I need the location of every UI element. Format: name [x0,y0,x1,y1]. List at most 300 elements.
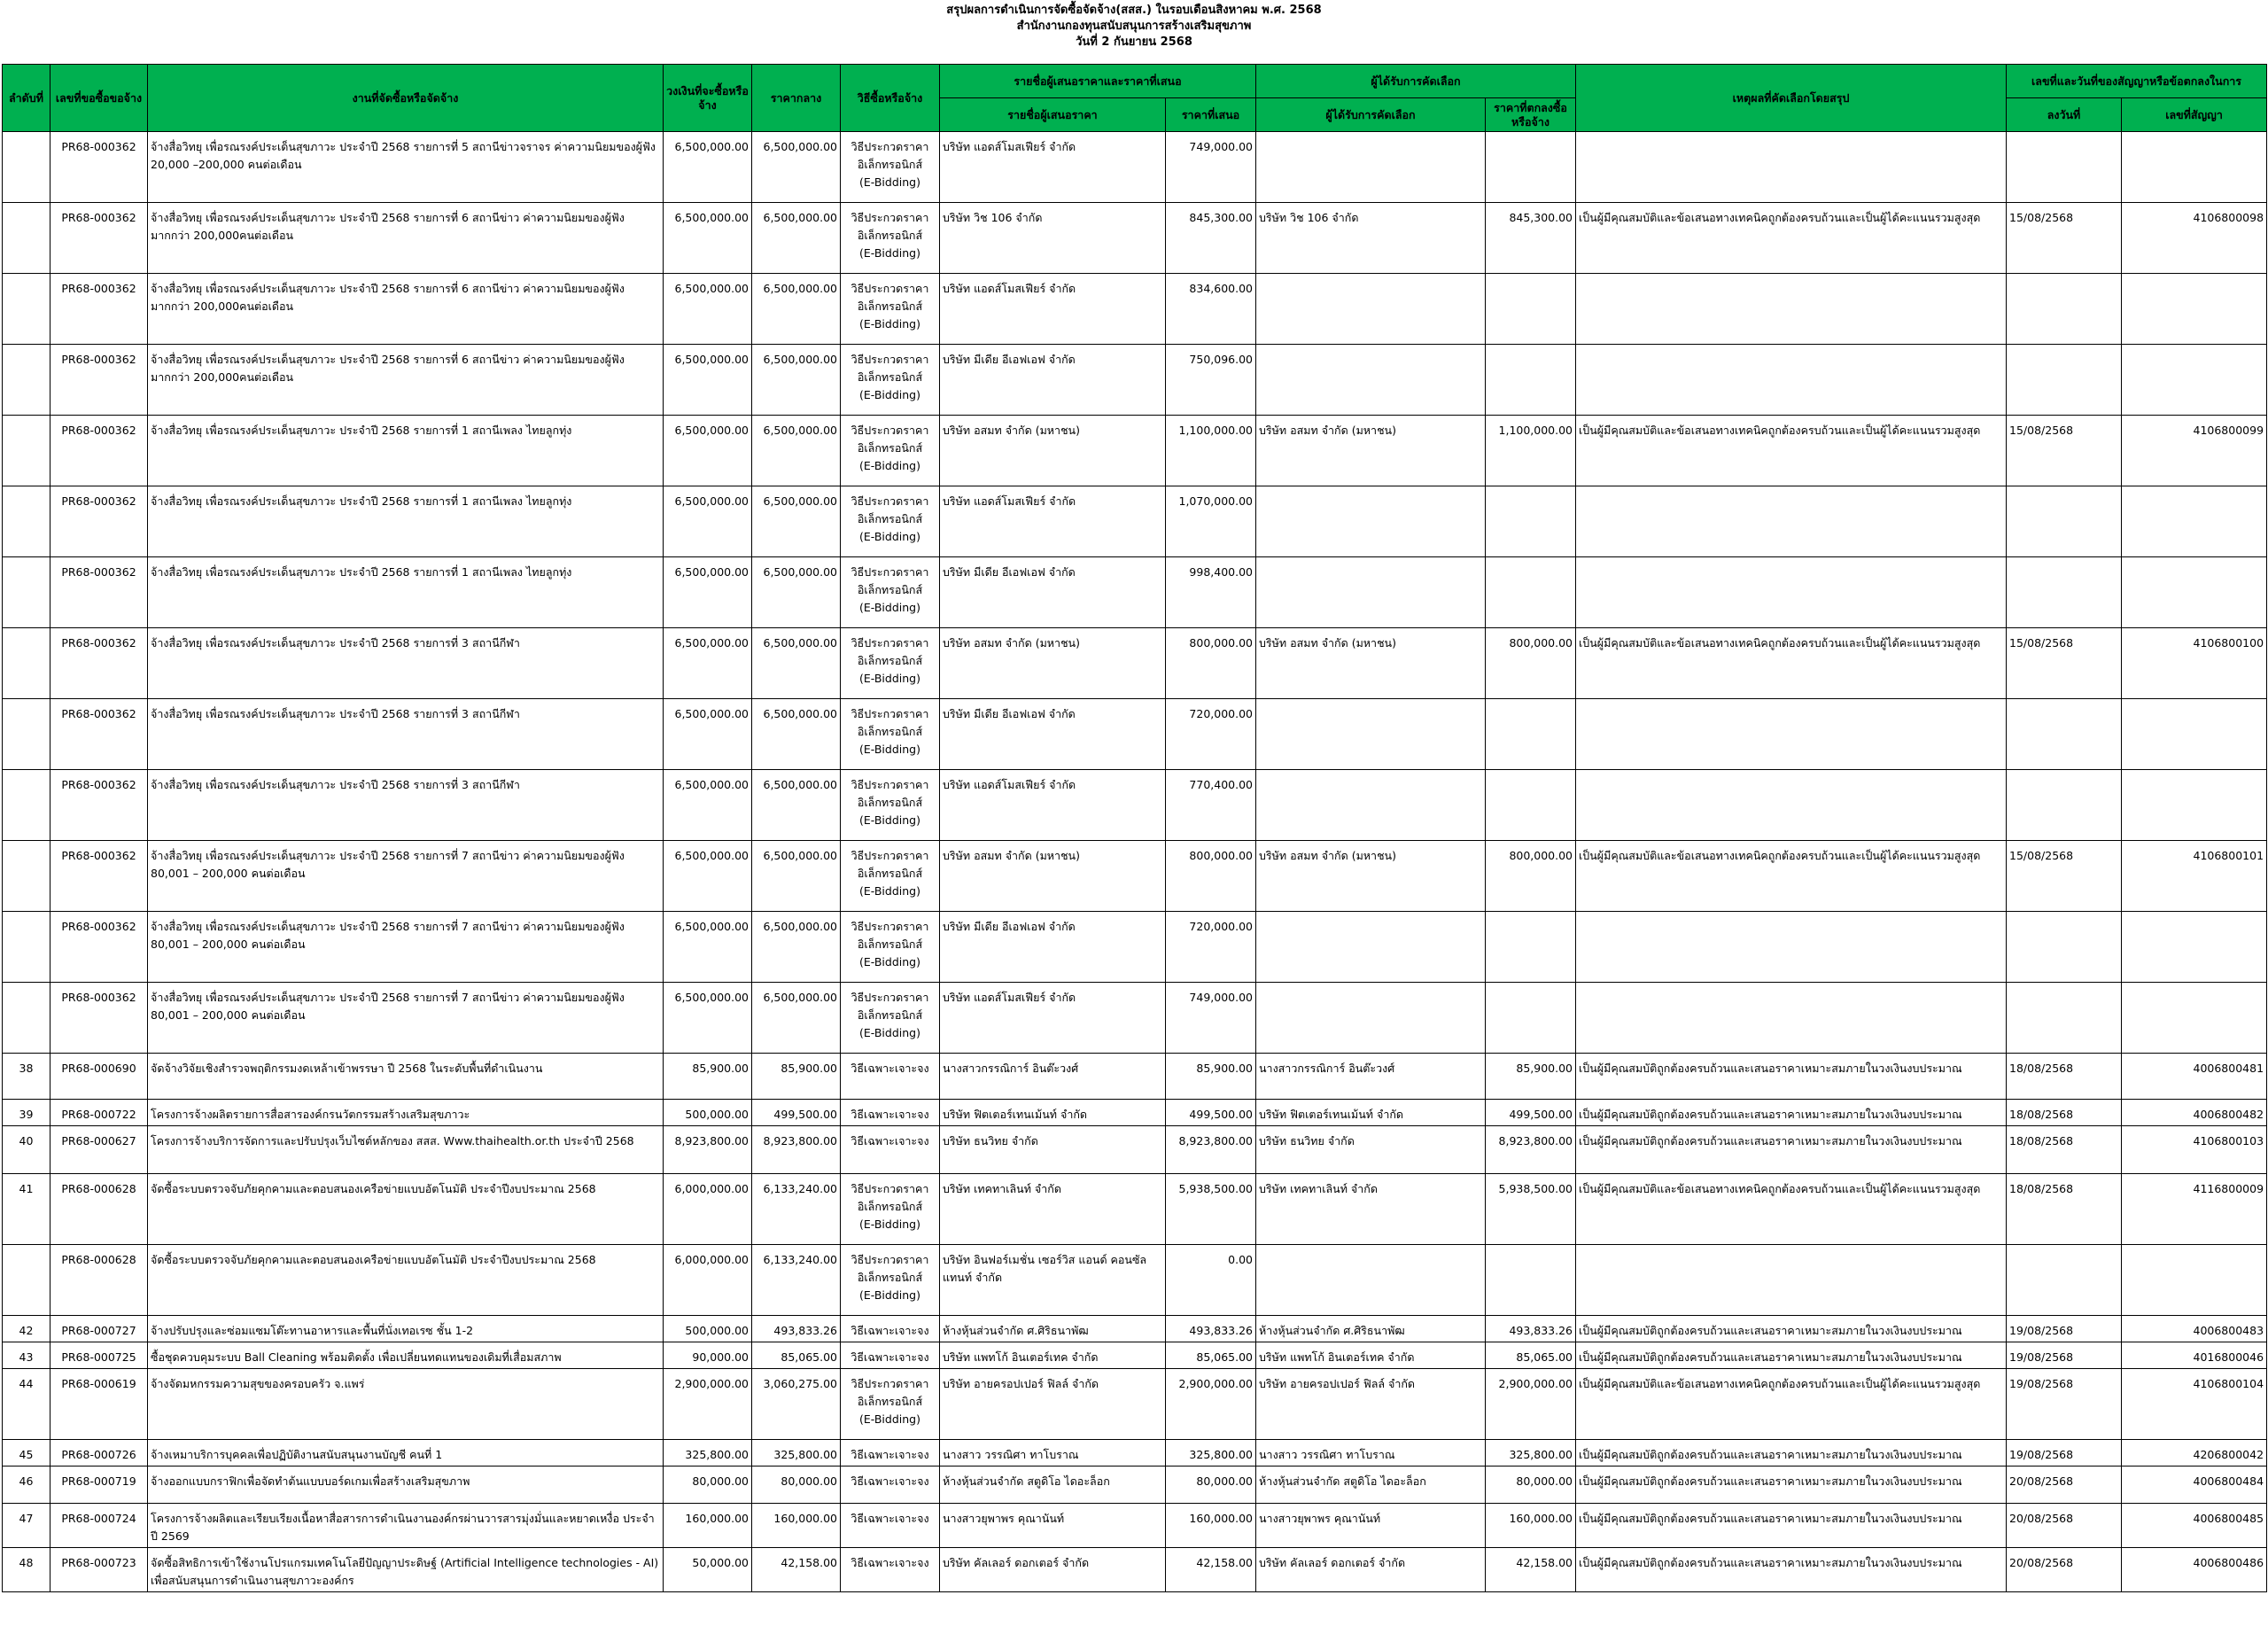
cell-reason [1576,274,2007,345]
cell-date: 15/08/2568 [2007,416,2122,486]
method-line: วิธีประกวดราคา [850,140,929,153]
method-line: วิธีประกวดราคา [850,1253,929,1266]
method-line: อิเล็กทรอนิกส์ [857,1271,923,1284]
col-group-contract: เลขที่และวันที่ของสัญญาหรือข้อตกลงในการ [2007,65,2267,98]
method-line: วิธีเฉพาะเจาะจง [850,1448,929,1461]
table-row [3,345,2267,416]
cell-winner [1256,770,1486,841]
cell-budget: 6,500,000.00 [664,841,752,912]
cell-method [841,274,940,345]
cell-item: จ้างจัดมหกรรมความสุขของครอบครัว จ.แพร่ [148,1369,664,1440]
cell-bidder: บริษัท อินฟอร์เมชั่น เซอร์วิส แอนด์ คอนซัลแทนท์ จำกัด [940,1245,1166,1316]
cell-budget: 500,000.00 [664,1100,752,1126]
cell-median: 6,133,240.00 [752,1245,841,1316]
cell-method [841,1126,940,1174]
cell-median: 85,065.00 [752,1342,841,1369]
table-row [3,1369,2267,1440]
method-line: อิเล็กทรอนิกส์ [857,1200,923,1213]
cell-date [2007,912,2122,983]
cell-bid: 42,158.00 [1166,1548,1256,1592]
col-header-bidder-name: รายชื่อผู้เสนอราคา [940,98,1166,132]
cell-item: จ้างสื่อวิทยุ เพื่อรณรงค์ประเด็นสุขภาวะ ประจำปี 2568 รายการที่ 5 สถานีข่าวจราจร ค่าความนิยมของผู้ฟัง 20,000 –200,000 คนต่อเดือน [148,132,664,203]
cell-pr: PR68-000719 [50,1467,148,1504]
cell-date [2007,1245,2122,1316]
cell-item: จ้างสื่อวิทยุ เพื่อรณรงค์ประเด็นสุขภาวะ ประจำปี 2568 รายการที่ 3 สถานีกีฬา [148,628,664,699]
cell-contract [2122,1245,2267,1316]
table-row [3,1548,2267,1592]
cell-agreed: 1,100,000.00 [1486,416,1576,486]
cell-winner [1256,912,1486,983]
method-line: วิธีเฉพาะเจาะจง [850,1556,929,1569]
method-line: (E-Bidding) [859,246,920,260]
table-row [3,1174,2267,1245]
cell-median: 493,833.26 [752,1316,841,1342]
cell-item: จ้างสื่อวิทยุ เพื่อรณรงค์ประเด็นสุขภาวะ ประจำปี 2568 รายการที่ 3 สถานีกีฬา [148,770,664,841]
method-line: อิเล็กทรอนิกส์ [857,654,923,667]
cell-reason: เป็นผู้มีคุณสมบัติถูกต้องครบถ้วนและเสนอราคาเหมาะสมภายในวงเงินงบประมาณ [1576,1126,2007,1174]
cell-item: จ้างปรับปรุงและซ่อมแซมโต๊ะทานอาหารและพื้นที่นั่งเทอเรซ ชั้น 1-2 [148,1316,664,1342]
cell-pr: PR68-000362 [50,132,148,203]
cell-median: 6,500,000.00 [752,274,841,345]
cell-winner [1256,345,1486,416]
cell-pr: PR68-000362 [50,912,148,983]
cell-contract [2122,345,2267,416]
cell-no [3,770,50,841]
cell-budget: 325,800.00 [664,1440,752,1467]
table-row [3,1342,2267,1369]
cell-item: จ้างสื่อวิทยุ เพื่อรณรงค์ประเด็นสุขภาวะ ประจำปี 2568 รายการที่ 6 สถานีข่าว ค่าความนิยมของผู้ฟังมากกว่า 200,000คนต่อเดือน [148,345,664,416]
cell-median: 6,500,000.00 [752,345,841,416]
method-line: (E-Bidding) [859,388,920,401]
col-header-contract-date: ลงวันที่ [2007,98,2122,132]
method-line: (E-Bidding) [859,1412,920,1426]
cell-winner: บริษัท อายครอปเปอร์ ฟิลล์ จำกัด [1256,1369,1486,1440]
cell-method [841,1054,940,1100]
cell-pr: PR68-000362 [50,345,148,416]
cell-median: 6,500,000.00 [752,770,841,841]
cell-budget: 6,500,000.00 [664,203,752,274]
cell-median: 6,500,000.00 [752,416,841,486]
cell-no [3,841,50,912]
cell-agreed: 800,000.00 [1486,628,1576,699]
cell-pr: PR68-000362 [50,983,148,1054]
cell-reason [1576,699,2007,770]
cell-item: จ้างสื่อวิทยุ เพื่อรณรงค์ประเด็นสุขภาวะ ประจำปี 2568 รายการที่ 7 สถานีข่าว ค่าความนิยมของผู้ฟัง 80,001 – 200,000 คนต่อเดือน [148,983,664,1054]
method-line: วิธีประกวดราคา [850,778,929,791]
cell-date [2007,557,2122,628]
cell-bidder: บริษัท แอดส์โมสเฟียร์ จำกัด [940,983,1166,1054]
cell-date: 19/08/2568 [2007,1342,2122,1369]
cell-budget: 6,500,000.00 [664,770,752,841]
cell-method [841,1504,940,1548]
cell-bid: 749,000.00 [1166,983,1256,1054]
cell-no [3,486,50,557]
cell-median: 6,500,000.00 [752,699,841,770]
cell-reason [1576,132,2007,203]
cell-contract: 4206800042 [2122,1440,2267,1467]
cell-winner: บริษัท คัลเลอร์ ดอกเตอร์ จำกัด [1256,1548,1486,1592]
cell-winner: บริษัท อสมท จำกัด (มหาชน) [1256,416,1486,486]
cell-agreed [1486,770,1576,841]
cell-winner: นางสาวกรรณิการ์ อินต๊ะวงศ์ [1256,1054,1486,1100]
cell-budget: 6,500,000.00 [664,345,752,416]
cell-method [841,1342,940,1369]
cell-bidder: นางสาว วรรณิศา ทาโบราณ [940,1440,1166,1467]
method-line: อิเล็กทรอนิกส์ [857,229,923,242]
cell-date: 18/08/2568 [2007,1100,2122,1126]
cell-pr: PR68-000627 [50,1126,148,1174]
method-line: วิธีเฉพาะเจาะจง [850,1134,929,1148]
method-line: วิธีประกวดราคา [850,211,929,224]
cell-reason [1576,770,2007,841]
table-row [3,274,2267,345]
report-title: สรุปผลการดำเนินการจัดซื้อจัดจ้าง(สสส.) ในรอบเดือนสิงหาคม พ.ศ. 2568 [946,4,1322,17]
cell-winner [1256,274,1486,345]
cell-agreed [1486,557,1576,628]
cell-bid: 749,000.00 [1166,132,1256,203]
cell-item: จ้างสื่อวิทยุ เพื่อรณรงค์ประเด็นสุขภาวะ ประจำปี 2568 รายการที่ 1 สถานีเพลง ไทยลูกทุ่ง [148,486,664,557]
cell-reason: เป็นผู้มีคุณสมบัติและข้อเสนอทางเทคนิคถูกต้องครบถ้วนและเป็นผู้ได้คะแนนรวมสูงสุด [1576,1174,2007,1245]
cell-median: 8,923,800.00 [752,1126,841,1174]
cell-bid: 493,833.26 [1166,1316,1256,1342]
method-line: (E-Bidding) [859,175,920,189]
cell-pr: PR68-000362 [50,557,148,628]
cell-reason: เป็นผู้มีคุณสมบัติและข้อเสนอทางเทคนิคถูกต้องครบถ้วนและเป็นผู้ได้คะแนนรวมสูงสุด [1576,416,2007,486]
cell-bid: 998,400.00 [1166,557,1256,628]
table-body [3,132,2267,1592]
col-header-bid-price: ราคาที่เสนอ [1166,98,1256,132]
cell-pr: PR68-000362 [50,841,148,912]
cell-date: 18/08/2568 [2007,1126,2122,1174]
cell-method [841,1548,940,1592]
cell-contract: 4106800104 [2122,1369,2267,1440]
col-header-contract-no: เลขที่สัญญา [2122,98,2267,132]
cell-agreed: 8,923,800.00 [1486,1126,1576,1174]
cell-bidder: บริษัท อสมท จำกัด (มหาชน) [940,416,1166,486]
cell-no [3,345,50,416]
method-line: (E-Bidding) [859,530,920,543]
cell-bid: 800,000.00 [1166,628,1256,699]
method-line: อิเล็กทรอนิกส์ [857,583,923,596]
method-line: วิธีเฉพาะเจาะจง [850,1474,929,1488]
cell-no: 42 [3,1316,50,1342]
cell-no: 38 [3,1054,50,1100]
method-line: วิธีประกวดราคา [850,282,929,295]
cell-median: 6,500,000.00 [752,557,841,628]
cell-reason: เป็นผู้มีคุณสมบัติและข้อเสนอทางเทคนิคถูกต้องครบถ้วนและเป็นผู้ได้คะแนนรวมสูงสุด [1576,841,2007,912]
cell-item: จ้างสื่อวิทยุ เพื่อรณรงค์ประเด็นสุขภาวะ ประจำปี 2568 รายการที่ 6 สถานีข่าว ค่าความนิยมของผู้ฟังมากกว่า 200,000คนต่อเดือน [148,274,664,345]
cell-date: 20/08/2568 [2007,1504,2122,1548]
cell-item: จัดซื้อสิทธิการเข้าใช้งานโปรแกรมเทคโนโลยีปัญญาประดิษฐ์ (Artificial Intelligence technologies - AI) เพื่อสนับสนุนการดำเนินงานสุขภาวะองค์กร [148,1548,664,1592]
table-row [3,1440,2267,1467]
table-row [3,1316,2267,1342]
cell-item: โครงการจ้างบริการจัดการและปรับปรุงเว็บไซต์หลักของ สสส. Www.thaihealth.or.th ประจำปี 2568 [148,1126,664,1174]
table-row [3,486,2267,557]
cell-no: 40 [3,1126,50,1174]
cell-agreed [1486,912,1576,983]
method-line: (E-Bidding) [859,317,920,331]
cell-item: โครงการจ้างผลิตรายการสื่อสารองค์กรนวัตกรรมสร้างเสริมสุขภาวะ [148,1100,664,1126]
cell-date: 19/08/2568 [2007,1440,2122,1467]
method-line: อิเล็กทรอนิกส์ [857,1395,923,1408]
cell-agreed: 42,158.00 [1486,1548,1576,1592]
cell-contract: 4106800103 [2122,1126,2267,1174]
cell-reason: เป็นผู้มีคุณสมบัติถูกต้องครบถ้วนและเสนอราคาเหมาะสมภายในวงเงินงบประมาณ [1576,1548,2007,1592]
cell-no [3,699,50,770]
table-row [3,983,2267,1054]
cell-reason: เป็นผู้มีคุณสมบัติและข้อเสนอทางเทคนิคถูกต้องครบถ้วนและเป็นผู้ได้คะแนนรวมสูงสุด [1576,203,2007,274]
cell-budget: 6,500,000.00 [664,912,752,983]
cell-bidder: ห้างหุ้นส่วนจำกัด ศ.ศิริธนาพัฒ [940,1316,1166,1342]
cell-contract [2122,699,2267,770]
cell-agreed [1486,983,1576,1054]
cell-contract: 4116800009 [2122,1174,2267,1245]
cell-no [3,557,50,628]
cell-agreed [1486,132,1576,203]
method-line: อิเล็กทรอนิกส์ [857,867,923,880]
cell-budget: 80,000.00 [664,1467,752,1504]
cell-winner: บริษัท แพทโก้ อินเตอร์เทค จำกัด [1256,1342,1486,1369]
cell-date [2007,486,2122,557]
table-row [3,1126,2267,1174]
table-row [3,770,2267,841]
col-header-winner-name: ผู้ได้รับการคัดเลือก [1256,98,1486,132]
cell-no: 41 [3,1174,50,1245]
method-line: อิเล็กทรอนิกส์ [857,300,923,313]
cell-method [841,1100,940,1126]
cell-bidder: บริษัท ฟิตเตอร์เทนเม้นท์ จำกัด [940,1100,1166,1126]
cell-winner [1256,132,1486,203]
cell-pr: PR68-000690 [50,1054,148,1100]
cell-item: จ้างสื่อวิทยุ เพื่อรณรงค์ประเด็นสุขภาวะ ประจำปี 2568 รายการที่ 7 สถานีข่าว ค่าความนิยมของผู้ฟัง 80,001 – 200,000 คนต่อเดือน [148,841,664,912]
cell-contract: 4006800485 [2122,1504,2267,1548]
cell-winner: ห้างหุ้นส่วนจำกัด สตูดิโอ ไดอะล็อก [1256,1467,1486,1504]
cell-agreed: 85,065.00 [1486,1342,1576,1369]
cell-bidder: บริษัท เทคทาเลินท์ จำกัด [940,1174,1166,1245]
cell-method [841,557,940,628]
cell-bidder: บริษัท แอดส์โมสเฟียร์ จำกัด [940,274,1166,345]
cell-pr: PR68-000628 [50,1245,148,1316]
cell-median: 6,500,000.00 [752,983,841,1054]
cell-date: 15/08/2568 [2007,841,2122,912]
cell-agreed [1486,486,1576,557]
cell-item: จัดซื้อระบบตรวจจับภัยคุกคามและตอบสนองเครือข่ายแบบอัตโนมัติ ประจำปีงบประมาณ 2568 [148,1174,664,1245]
cell-date: 18/08/2568 [2007,1174,2122,1245]
col-header-agreed-price: ราคาที่ตกลงซื้อหรือจ้าง [1486,98,1576,132]
cell-pr: PR68-000362 [50,416,148,486]
cell-reason [1576,983,2007,1054]
cell-contract: 4006800482 [2122,1100,2267,1126]
cell-budget: 6,500,000.00 [664,557,752,628]
cell-contract [2122,770,2267,841]
cell-method [841,345,940,416]
cell-pr: PR68-000628 [50,1174,148,1245]
table-row [3,1054,2267,1100]
cell-winner [1256,486,1486,557]
cell-reason: เป็นผู้มีคุณสมบัติถูกต้องครบถ้วนและเสนอราคาเหมาะสมภายในวงเงินงบประมาณ [1576,1316,2007,1342]
cell-item: จ้างสื่อวิทยุ เพื่อรณรงค์ประเด็นสุขภาวะ ประจำปี 2568 รายการที่ 6 สถานีข่าว ค่าความนิยมของผู้ฟังมากกว่า 200,000คนต่อเดือน [148,203,664,274]
cell-pr: PR68-000362 [50,486,148,557]
cell-date [2007,699,2122,770]
method-line: (E-Bidding) [859,1218,920,1231]
table-row [3,841,2267,912]
cell-pr: PR68-000727 [50,1316,148,1342]
cell-no [3,628,50,699]
cell-reason: เป็นผู้มีคุณสมบัติและข้อเสนอทางเทคนิคถูกต้องครบถ้วนและเป็นผู้ได้คะแนนรวมสูงสุด [1576,1369,2007,1440]
cell-contract [2122,132,2267,203]
cell-median: 6,500,000.00 [752,841,841,912]
cell-bidder: บริษัท อายครอปเปอร์ ฟิลล์ จำกัด [940,1369,1166,1440]
cell-contract [2122,274,2267,345]
cell-bid: 80,000.00 [1166,1467,1256,1504]
cell-agreed [1486,274,1576,345]
cell-method [841,1369,940,1440]
col-header-no: ลำดับที่ [3,65,50,132]
cell-item: ซื้อชุดควบคุมระบบ Ball Cleaning พร้อมติดตั้ง เพื่อเปลี่ยนทดแทนของเดิมที่เสื่อมสภาพ [148,1342,664,1369]
method-line: อิเล็กทรอนิกส์ [857,796,923,809]
cell-bidder: บริษัท มีเดีย อีเอฟเอฟ จำกัด [940,912,1166,983]
method-line: วิธีประกวดราคา [850,1182,929,1195]
cell-winner: นางสาว วรรณิศา ทาโบราณ [1256,1440,1486,1467]
cell-no [3,1245,50,1316]
cell-contract: 4016800046 [2122,1342,2267,1369]
method-line: อิเล็กทรอนิกส์ [857,512,923,525]
cell-median: 85,900.00 [752,1054,841,1100]
cell-method [841,1467,940,1504]
table-row [3,1100,2267,1126]
cell-date [2007,274,2122,345]
table-row [3,1467,2267,1504]
cell-pr: PR68-000726 [50,1440,148,1467]
cell-pr: PR68-000722 [50,1100,148,1126]
cell-budget: 500,000.00 [664,1316,752,1342]
cell-median: 160,000.00 [752,1504,841,1548]
col-group-bidders: รายชื่อผู้เสนอราคาและราคาที่เสนอ [940,65,1256,98]
cell-contract: 4006800484 [2122,1467,2267,1504]
cell-item: โครงการจ้างผลิตและเรียบเรียงเนื้อหาสื่อสารการดำเนินงานองค์กรผ่านวารสารมุ่งมั่นและหยาดเหงื่อ ประจำปี 2569 [148,1504,664,1548]
cell-method [841,983,940,1054]
cell-no: 43 [3,1342,50,1369]
cell-pr: PR68-000362 [50,274,148,345]
cell-bidder: บริษัท อสมท จำกัด (มหาชน) [940,628,1166,699]
cell-budget: 6,500,000.00 [664,983,752,1054]
cell-bid: 750,096.00 [1166,345,1256,416]
cell-contract [2122,486,2267,557]
cell-bidder: บริษัท มีเดีย อีเอฟเอฟ จำกัด [940,345,1166,416]
cell-item: จ้างเหมาบริการบุคคลเพื่อปฏิบัติงานสนับสนุนงานบัญชี คนที่ 1 [148,1440,664,1467]
col-header-item: งานที่จัดซื้อหรือจัดจ้าง [148,65,664,132]
cell-budget: 6,500,000.00 [664,628,752,699]
cell-agreed [1486,1245,1576,1316]
cell-pr: PR68-000362 [50,770,148,841]
cell-agreed: 325,800.00 [1486,1440,1576,1467]
method-line: วิธีประกวดราคา [850,565,929,579]
cell-median: 6,133,240.00 [752,1174,841,1245]
cell-bidder: บริษัท มีเดีย อีเอฟเอฟ จำกัด [940,557,1166,628]
cell-date: 19/08/2568 [2007,1316,2122,1342]
document-header [0,0,2268,64]
cell-contract [2122,912,2267,983]
cell-contract: 4106800101 [2122,841,2267,912]
method-line: วิธีประกวดราคา [850,849,929,862]
cell-median: 6,500,000.00 [752,486,841,557]
method-line: วิธีประกวดราคา [850,1377,929,1390]
method-line: (E-Bidding) [859,813,920,827]
cell-date [2007,770,2122,841]
cell-date: 19/08/2568 [2007,1369,2122,1440]
cell-bid: 845,300.00 [1166,203,1256,274]
cell-budget: 160,000.00 [664,1504,752,1548]
cell-date [2007,132,2122,203]
cell-method [841,841,940,912]
cell-reason: เป็นผู้มีคุณสมบัติถูกต้องครบถ้วนและเสนอราคาเหมาะสมภายในวงเงินงบประมาณ [1576,1440,2007,1467]
cell-no: 44 [3,1369,50,1440]
method-line: อิเล็กทรอนิกส์ [857,158,923,171]
report-date: วันที่ 2 กันยายน 2568 [1076,35,1192,49]
cell-item: จ้างออกแบบกราฟิกเพื่อจัดทำต้นแบบบอร์ดเกมเพื่อสร้างเสริมสุขภาพ [148,1467,664,1504]
table-row [3,203,2267,274]
method-line: (E-Bidding) [859,1288,920,1302]
cell-median: 6,500,000.00 [752,912,841,983]
cell-bid: 2,900,000.00 [1166,1369,1256,1440]
cell-bid: 160,000.00 [1166,1504,1256,1548]
col-group-winner: ผู้ได้รับการคัดเลือก [1256,65,1576,98]
col-header-method: วิธีซื้อหรือจ้าง [841,65,940,132]
cell-winner [1256,557,1486,628]
cell-reason: เป็นผู้มีคุณสมบัติและข้อเสนอทางเทคนิคถูกต้องครบถ้วนและเป็นผู้ได้คะแนนรวมสูงสุด [1576,628,2007,699]
cell-bidder: บริษัท แอดส์โมสเฟียร์ จำกัด [940,132,1166,203]
cell-bid: 1,070,000.00 [1166,486,1256,557]
cell-reason [1576,557,2007,628]
cell-reason [1576,912,2007,983]
cell-no: 48 [3,1548,50,1592]
cell-agreed: 493,833.26 [1486,1316,1576,1342]
method-line: วิธีเฉพาะเจาะจง [850,1108,929,1121]
cell-reason: เป็นผู้มีคุณสมบัติถูกต้องครบถ้วนและเสนอราคาเหมาะสมภายในวงเงินงบประมาณ [1576,1342,2007,1369]
cell-date: 20/08/2568 [2007,1548,2122,1592]
cell-agreed [1486,345,1576,416]
cell-method [841,486,940,557]
method-line: อิเล็กทรอนิกส์ [857,1008,923,1022]
method-line: วิธีประกวดราคา [850,920,929,933]
cell-pr: PR68-000619 [50,1369,148,1440]
method-line: วิธีประกวดราคา [850,636,929,650]
cell-bid: 5,938,500.00 [1166,1174,1256,1245]
cell-contract: 4006800483 [2122,1316,2267,1342]
col-header-median: ราคากลาง [752,65,841,132]
cell-bidder: บริษัท แพทโก้ อินเตอร์เทค จำกัด [940,1342,1166,1369]
cell-no [3,274,50,345]
table-row [3,1504,2267,1548]
cell-pr: PR68-000724 [50,1504,148,1548]
cell-bid: 85,900.00 [1166,1054,1256,1100]
cell-winner: บริษัท ฟิตเตอร์เทนเม้นท์ จำกัด [1256,1100,1486,1126]
cell-date: 15/08/2568 [2007,628,2122,699]
table-row [3,132,2267,203]
cell-item: จัดซื้อระบบตรวจจับภัยคุกคามและตอบสนองเครือข่ายแบบอัตโนมัติ ประจำปีงบประมาณ 2568 [148,1245,664,1316]
cell-method [841,628,940,699]
method-line: (E-Bidding) [859,884,920,898]
method-line: (E-Bidding) [859,672,920,685]
cell-no: 46 [3,1467,50,1504]
cell-winner: นางสาวยุพาพร คุณานันท์ [1256,1504,1486,1548]
cell-contract [2122,983,2267,1054]
cell-bid: 85,065.00 [1166,1342,1256,1369]
cell-method [841,1245,940,1316]
cell-reason [1576,345,2007,416]
method-line: (E-Bidding) [859,955,920,969]
cell-bidder: บริษัท แอดส์โมสเฟียร์ จำกัด [940,770,1166,841]
